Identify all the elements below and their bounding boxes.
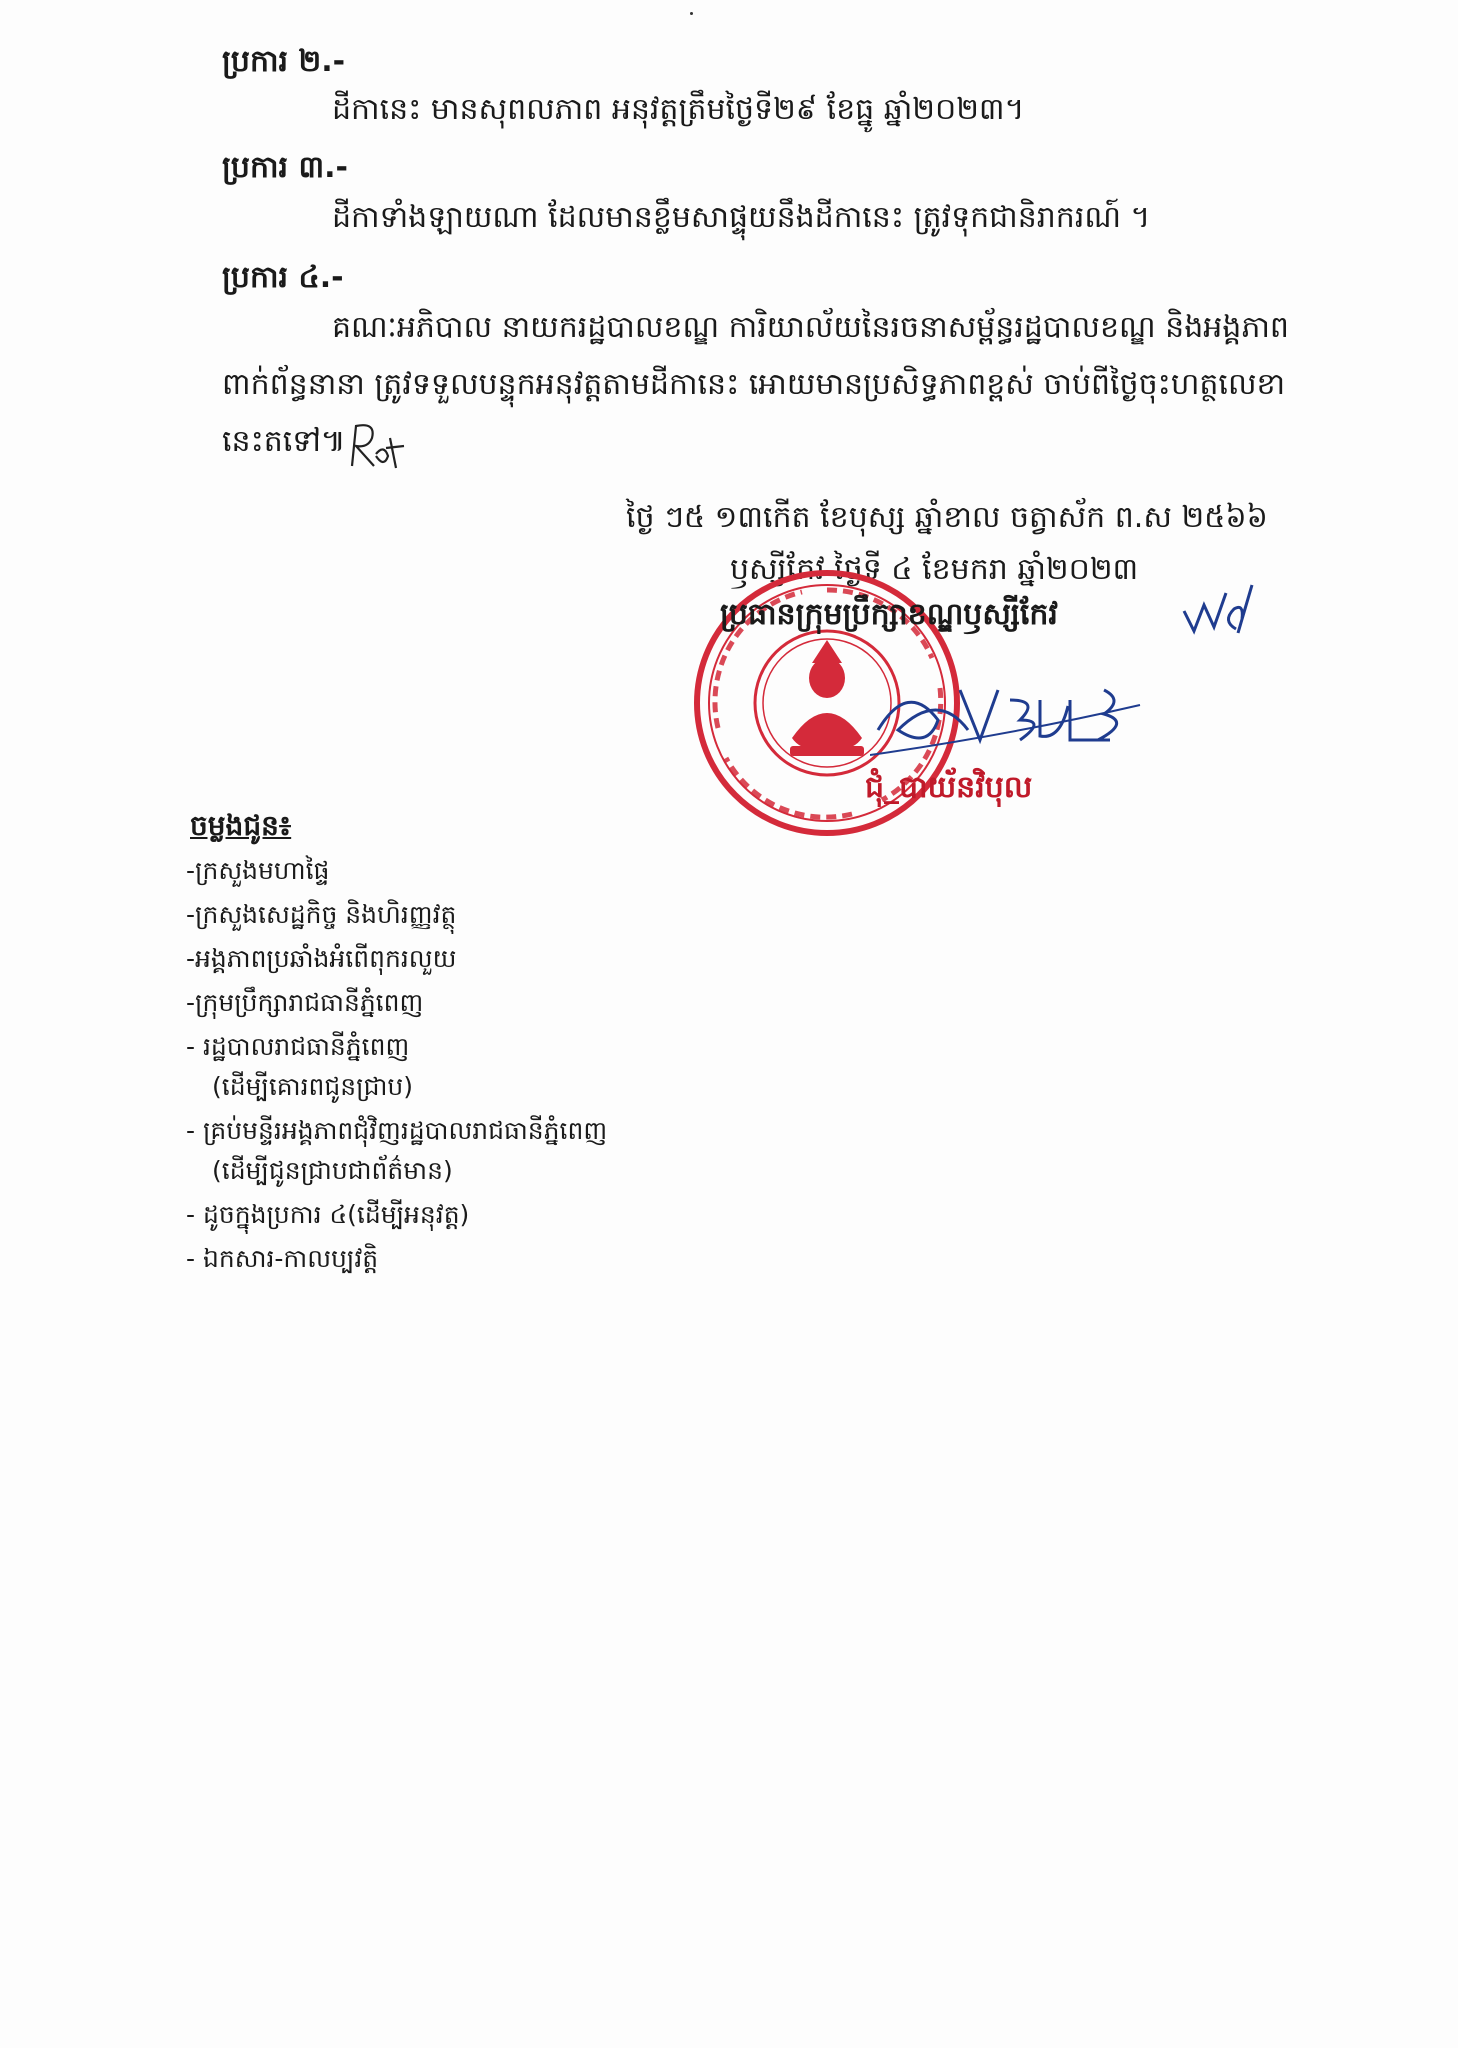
speck [690,12,693,15]
title-initial-signature [1180,575,1290,635]
cc-list [186,856,607,1288]
lunar-date: ថ្ងៃ ៗ៥ ១៣កើត ខែបុស្ស ឆ្នាំខាល ចត្វាស័ក ព.ស ២៥៦៦ [626,500,1268,535]
cc-item: -អង្គភាពប្រឆាំងអំពើពុករលួយ [186,944,457,973]
article-4-heading: ប្រការ ៤.- [222,260,344,295]
main-signature [870,670,1150,760]
cc-heading: ចម្លងជូន៖ [190,809,292,842]
initials-signature [346,418,406,474]
article-4-line-2: ពាក់ព័ន្ធនានា ត្រូវទទួលបន្ទុកអនុវត្តតាមដីកានេះ អោយមានប្រសិទ្ធភាពខ្ពស់ ចាប់ពីថ្ងៃចុះហត្ថលេខា [222,367,1286,402]
article-2-text: ដីកានេះ មានសុពលភាព អនុវត្តត្រឹមថ្ងៃទី២៩ ខែធ្នូ ឆ្នាំ២០២៣។ [332,92,1025,127]
article-2-heading: ប្រការ ២.- [222,44,346,79]
cc-item-note: (ដើម្បីជូនជ្រាបជាព័ត៌មាន) [212,1156,453,1185]
solar-date: ឫស្សីកែវ ថ្ងៃទី ៤ ខែមករា ឆ្នាំ២០២៣ [730,552,1139,587]
cc-item: -ក្រសួងមហាផ្ទៃ [186,856,330,885]
article-4-line-1: គណៈអភិបាល នាយករដ្ឋបាលខណ្ឌ ការិយាល័យនៃរចនាសម្ព័ន្ធរដ្ឋបាលខណ្ឌ និងអង្គភាព [332,310,1289,345]
cc-item-note: (ដើម្បីគោរពជូនជ្រាប) [212,1072,414,1101]
signatory-name: ជុំ_បាយ័នវិបុល [865,770,1033,805]
cc-item: -ក្រសួងសេដ្ឋកិច្ច និងហិរញ្ញវត្ថុ [186,900,457,929]
cc-item: - គ្រប់មន្ទីរអង្គភាពជុំវិញរដ្ឋបាលរាជធានីភ្នំពេញ (ដើម្បីជូនជ្រាបជាព័ត៌មាន) [186,1116,607,1192]
article-4-line-3: នេះតទៅ៕ [222,424,346,459]
signatory-title: ប្រធានក្រុមប្រឹក្សាខណ្ឌឫស្សីកែវ [720,597,1058,632]
article-3-heading: ប្រការ ៣.- [222,150,348,185]
cc-item: - រដ្ឋបាលរាជធានីភ្នំពេញ (ដើម្បីគោរពជូនជ្រាប) [186,1032,607,1108]
cc-item: -ក្រុមប្រឹក្សារាជធានីភ្នំពេញ [186,988,424,1017]
cc-item: - ដូចក្នុងប្រការ ៤(ដើម្បីអនុវត្ត) [186,1200,470,1229]
article-3-text: ដីកាទាំងឡាយណា ដែលមានខ្លឹមសាផ្ទុយនឹងដីកានេះ ត្រូវទុកជានិរាករណ៍ ។ [332,200,1151,235]
cc-item: - ឯកសារ-កាលប្បវត្តិ [186,1244,379,1273]
